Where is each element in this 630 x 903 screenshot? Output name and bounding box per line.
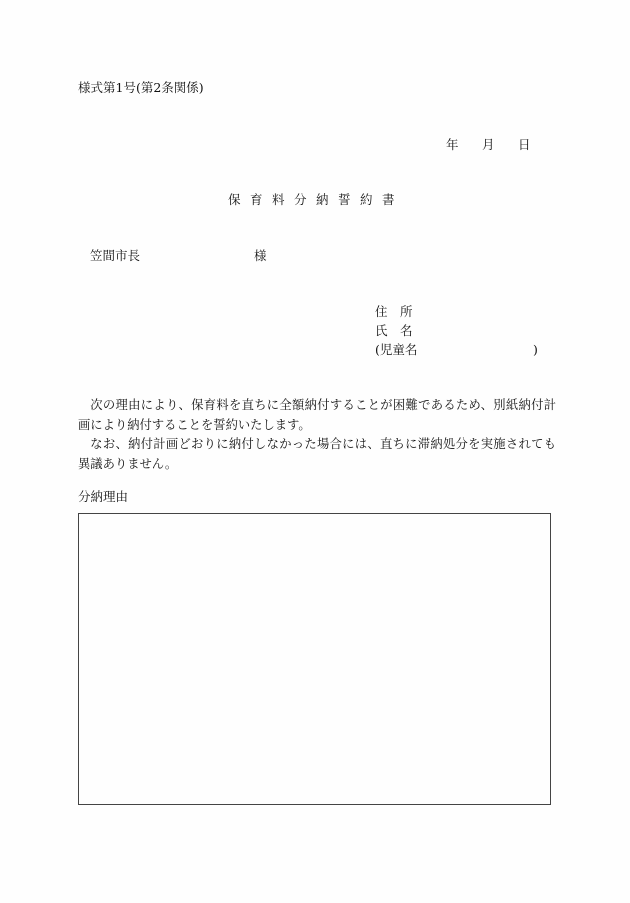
reason-box[interactable] [78, 513, 551, 805]
date-year-label: 年 [446, 137, 459, 152]
pledge-paragraph-2: なお、納付計画どおりに納付しなかった場合には、直ちに滞納処分を実施されても異議ありません。 [78, 437, 556, 471]
child-name-label: (児童名 [375, 342, 418, 357]
addressee-name: 笠間市長 [90, 248, 141, 263]
form-number: 様式第1号(第2条関係) [78, 80, 204, 95]
reason-label: 分納理由 [78, 489, 129, 504]
addressee-honorific: 様 [254, 248, 267, 263]
date-month-label: 月 [482, 137, 495, 152]
date-day-label: 日 [518, 137, 531, 152]
address-label: 住 所 [375, 304, 413, 319]
document-title: 保育料分納誓約書 [228, 192, 405, 207]
child-name-close-paren: ) [533, 342, 538, 357]
name-label: 氏 名 [375, 323, 413, 338]
pledge-paragraph-1: 次の理由により、保育料を直ちに全額納付することが困難であるため、別紙納付計画により納付することを誓約いたします。 [78, 398, 556, 432]
pledge-body [78, 396, 556, 474]
